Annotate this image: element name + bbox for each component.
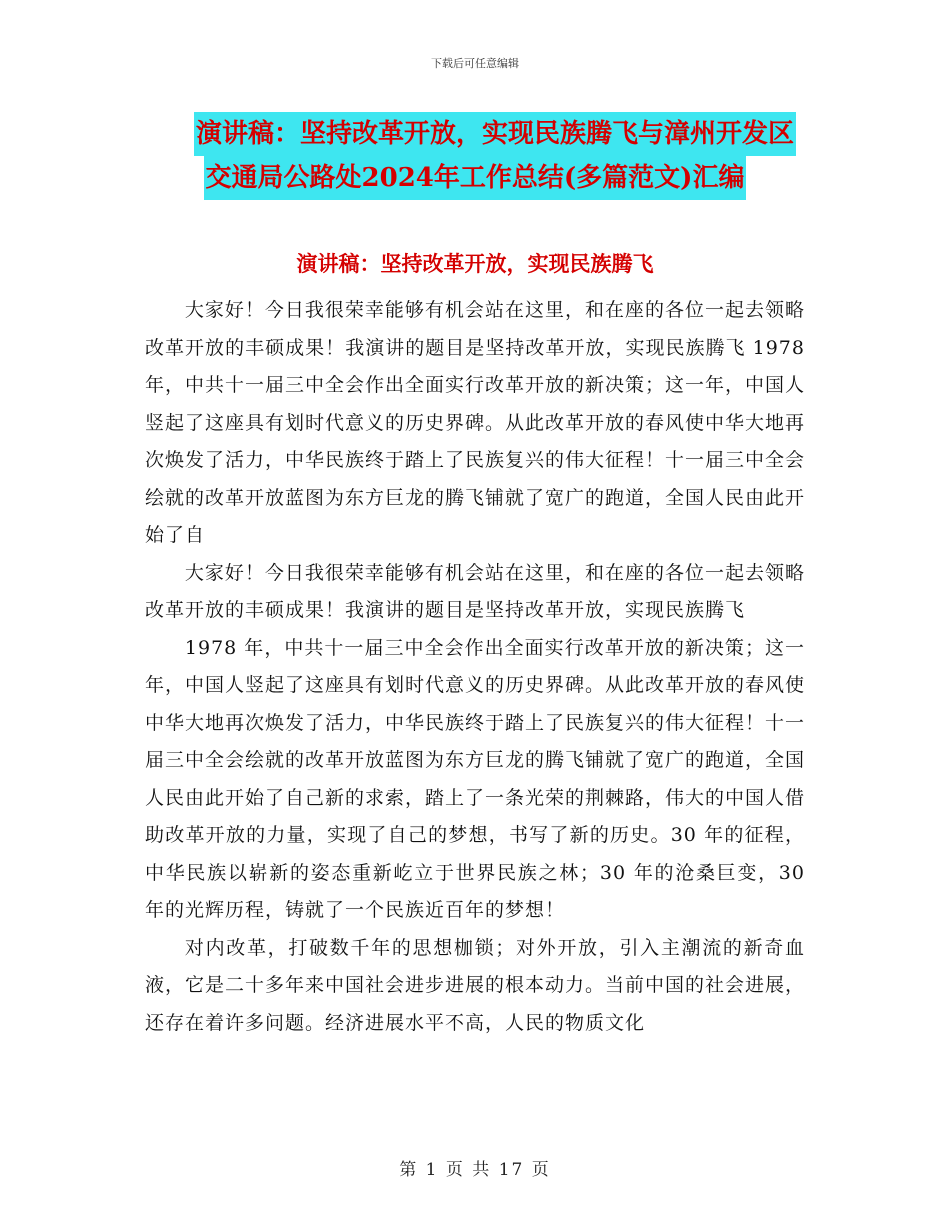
title-line-1: 演讲稿：坚持改革开放，实现民族腾飞与漳州开发区: [194, 112, 796, 156]
document-title: [0, 112, 950, 200]
body-text: [145, 292, 805, 1042]
title-line-2: 交通局公路处2024年工作总结(多篇范文)汇编: [204, 156, 747, 200]
paragraph: 对内改革，打破数千年的思想枷锁；对外开放，引入主潮流的新奇血液，它是二十多年来中国社会进步进展的根本动力。当前中国的社会进展，还存在着许多问题。经济进展水平不高，人民的物质文化: [145, 936, 806, 1034]
paragraph: 大家好！今日我很荣幸能够有机会站在这里，和在座的各位一起去领略改革开放的丰硕成果！我演讲的题目是坚持改革开放，实现民族腾飞 1978 年，中共十一届三中全会作出全面实行改革开放的新决策；这一年，中国人竖起了这座具有划时代意义的历史界碑。从此改革开放的春风使中华大地再次焕发了活力，中华民族终于踏上了民族复兴的伟大征程！十一届三中全会绘就的改革开放蓝图为东方巨龙的腾飞铺就了宽广的跑道，全国人民由此开始了自: [145, 299, 806, 546]
paragraph: 1978 年，中共十一届三中全会作出全面实行改革开放的新决策；这一年，中国人竖起了这座具有划时代意义的历史界碑。从此改革开放的春风使中华大地再次焕发了活力，中华民族终于踏上了民族复兴的伟大征程！十一届三中全会绘就的改革开放蓝图为东方巨龙的腾飞铺就了宽广的跑道，全国人民由此开始了自己新的求索，踏上了一条光荣的荆棘路，伟大的中国人借助改革开放的力量，实现了自己的梦想，书写了新的历史。30 年的征程，中华民族以崭新的姿态重新屹立于世界民族之林；30 年的沧桑巨变，30 年的光辉历程，铸就了一个民族近百年的梦想！: [145, 636, 806, 921]
paragraph: 大家好！今日我很荣幸能够有机会站在这里，和在座的各位一起去领略改革开放的丰硕成果！我演讲的题目是坚持改革开放，实现民族腾飞: [145, 561, 805, 621]
page-number: 第 1 页 共 17 页: [399, 1160, 551, 1180]
section-subtitle: 演讲稿：坚持改革开放，实现民族腾飞: [296, 251, 654, 276]
header-note: 下载后可任意编辑: [431, 57, 519, 70]
